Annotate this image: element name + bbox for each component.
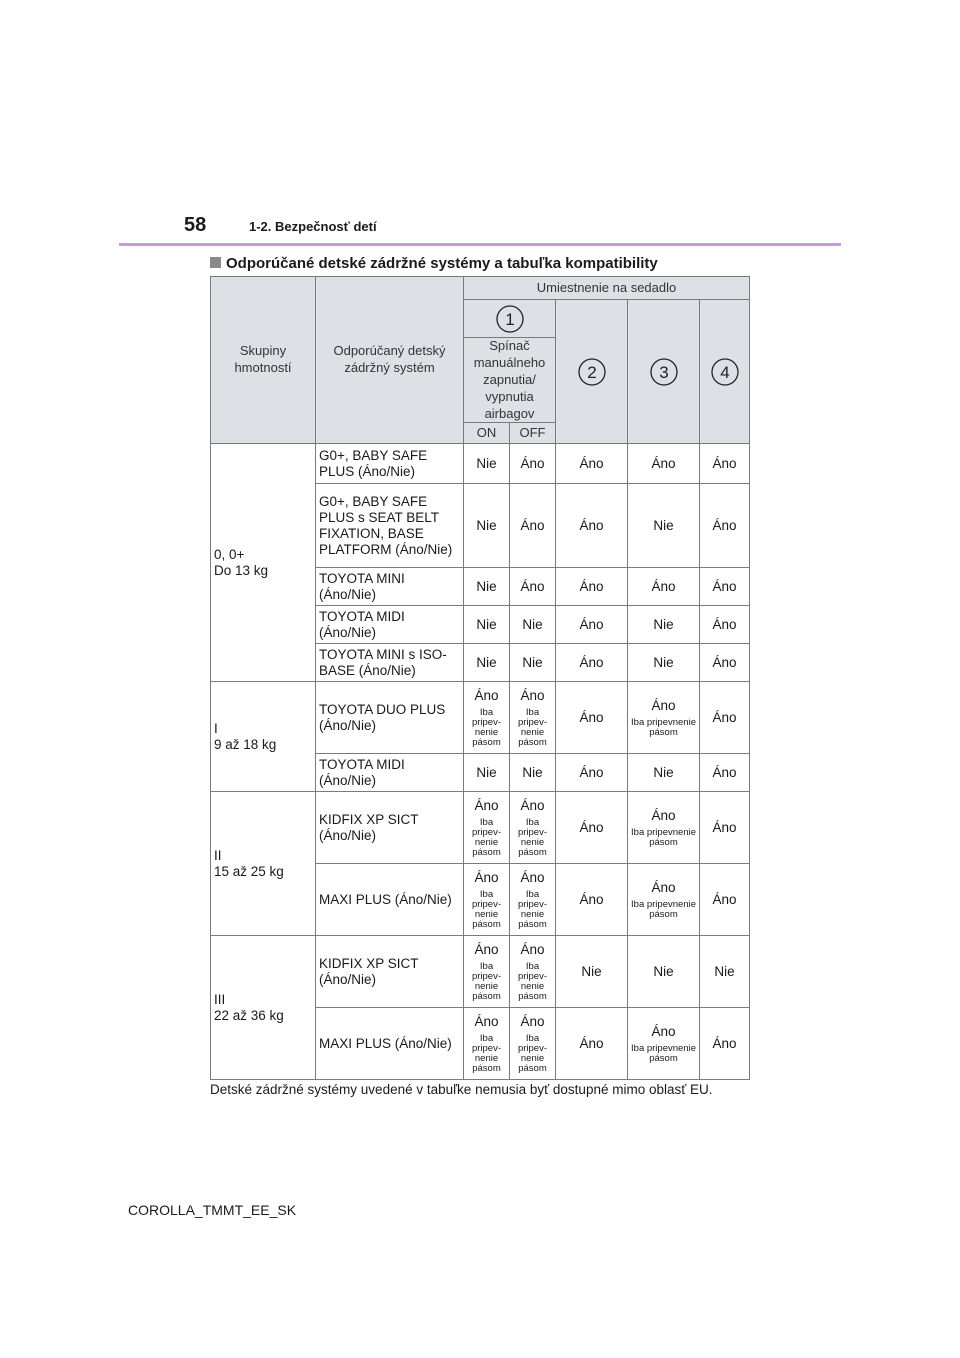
compatibility-cell bbox=[628, 484, 700, 568]
compatibility-value: Áno bbox=[520, 455, 545, 471]
compatibility-cell bbox=[464, 644, 510, 682]
compatibility-value: Nie bbox=[581, 963, 602, 979]
seat-number-4-icon bbox=[709, 357, 741, 387]
compatibility-cell bbox=[556, 1008, 628, 1080]
table-row bbox=[211, 682, 750, 754]
compatibility-value: Áno bbox=[712, 891, 737, 907]
compatibility-note: Iba pripev- nenie pásom bbox=[517, 888, 548, 930]
compatibility-value: Nie bbox=[653, 517, 674, 533]
compatibility-value: Áno bbox=[579, 654, 604, 670]
weight-group-cell: I 9 až 18 kg bbox=[211, 682, 316, 792]
compatibility-cell bbox=[700, 792, 750, 864]
compatibility-cell bbox=[510, 936, 556, 1008]
compatibility-table-wrapper bbox=[210, 276, 750, 1080]
square-bullet-icon bbox=[210, 257, 221, 268]
compatibility-value: Áno bbox=[474, 870, 499, 886]
compatibility-cell bbox=[628, 792, 700, 864]
seat-1-header bbox=[464, 300, 556, 338]
seat-number-2-icon bbox=[576, 357, 608, 387]
compatibility-cell bbox=[464, 568, 510, 606]
compatibility-cell bbox=[700, 936, 750, 1008]
svg-text:2: 2 bbox=[586, 362, 597, 382]
compatibility-value: Áno bbox=[474, 688, 499, 704]
compatibility-cell bbox=[628, 444, 700, 484]
compatibility-value: Áno bbox=[712, 654, 737, 670]
compatibility-value: Áno bbox=[712, 764, 737, 780]
header-seat-position: Umiestnenie na sedadlo bbox=[464, 277, 750, 300]
seat-4-header bbox=[700, 300, 750, 444]
compatibility-cell bbox=[700, 864, 750, 936]
compatibility-cell bbox=[556, 644, 628, 682]
compatibility-value: Nie bbox=[476, 764, 497, 780]
table-row bbox=[211, 444, 750, 484]
svg-text:3: 3 bbox=[658, 362, 669, 382]
compatibility-cell bbox=[556, 568, 628, 606]
compatibility-value: Nie bbox=[653, 654, 674, 670]
compatibility-cell bbox=[510, 606, 556, 644]
page-number: 58 bbox=[184, 214, 207, 236]
compatibility-value: Áno bbox=[651, 1024, 676, 1040]
compatibility-cell bbox=[510, 1008, 556, 1080]
weight-group-cell: III 22 až 36 kg bbox=[211, 936, 316, 1080]
compatibility-cell bbox=[510, 792, 556, 864]
weight-group-cell: II 15 až 25 kg bbox=[211, 792, 316, 936]
compatibility-value: Nie bbox=[522, 616, 543, 632]
table-heading bbox=[210, 255, 658, 272]
compatibility-note: Iba pripevnenie pásom bbox=[631, 898, 696, 920]
compatibility-cell bbox=[464, 754, 510, 792]
compatibility-value: Áno bbox=[651, 880, 676, 896]
compatibility-cell bbox=[628, 754, 700, 792]
compatibility-cell bbox=[700, 484, 750, 568]
seat-3-header bbox=[628, 300, 700, 444]
compatibility-note: Iba pripev- nenie pásom bbox=[517, 706, 548, 748]
compatibility-cell bbox=[464, 682, 510, 754]
compatibility-cell bbox=[628, 1008, 700, 1080]
compatibility-value: Áno bbox=[712, 578, 737, 594]
compatibility-note: Iba pripev- nenie pásom bbox=[471, 816, 502, 858]
seat-2-header bbox=[556, 300, 628, 444]
compatibility-value: Áno bbox=[579, 1035, 604, 1051]
switch-off-header: OFF bbox=[510, 423, 556, 444]
compatibility-cell bbox=[556, 606, 628, 644]
crs-name-cell: G0+, BABY SAFE PLUS s SEAT BELT FIXATION, BASE PLATFORM (Áno/Nie) bbox=[316, 484, 464, 568]
compatibility-value: Nie bbox=[476, 654, 497, 670]
compatibility-note: Iba pripev- nenie pásom bbox=[471, 888, 502, 930]
compatibility-value: Áno bbox=[474, 798, 499, 814]
compatibility-cell bbox=[556, 484, 628, 568]
table-heading-text: Odporúčané detské zádržné systémy a tabuľka kompatibility bbox=[226, 255, 658, 272]
compatibility-value: Nie bbox=[653, 764, 674, 780]
compatibility-cell bbox=[700, 682, 750, 754]
compatibility-value: Áno bbox=[474, 1014, 499, 1030]
compatibility-value: Áno bbox=[712, 709, 737, 725]
compatibility-cell bbox=[700, 606, 750, 644]
compatibility-value: Áno bbox=[520, 870, 545, 886]
crs-name-cell: KIDFIX XP SICT (Áno/Nie) bbox=[316, 792, 464, 864]
compatibility-cell bbox=[510, 444, 556, 484]
compatibility-cell bbox=[464, 936, 510, 1008]
compatibility-cell bbox=[510, 568, 556, 606]
document-code: COROLLA_TMMT_EE_SK bbox=[128, 1202, 297, 1218]
header-recommended-crs: Odporúčaný detský zádržný systém bbox=[316, 277, 464, 444]
compatibility-cell bbox=[700, 1008, 750, 1080]
compatibility-value: Nie bbox=[714, 963, 735, 979]
compatibility-cell bbox=[556, 864, 628, 936]
compatibility-value: Áno bbox=[520, 688, 545, 704]
compatibility-value: Áno bbox=[712, 819, 737, 835]
compatibility-value: Áno bbox=[520, 798, 545, 814]
compatibility-note: Iba pripevnenie pásom bbox=[631, 1042, 696, 1064]
compatibility-cell bbox=[556, 936, 628, 1008]
switch-on-header: ON bbox=[464, 423, 510, 444]
compatibility-cell bbox=[700, 644, 750, 682]
compatibility-cell bbox=[700, 568, 750, 606]
compatibility-cell bbox=[628, 682, 700, 754]
compatibility-value: Áno bbox=[579, 709, 604, 725]
compatibility-cell bbox=[628, 864, 700, 936]
compatibility-note: Iba pripev- nenie pásom bbox=[517, 816, 548, 858]
compatibility-cell bbox=[464, 864, 510, 936]
compatibility-cell bbox=[628, 936, 700, 1008]
compatibility-cell bbox=[464, 792, 510, 864]
compatibility-cell bbox=[556, 682, 628, 754]
compatibility-value: Nie bbox=[653, 616, 674, 632]
compatibility-cell bbox=[510, 484, 556, 568]
compatibility-cell bbox=[556, 792, 628, 864]
svg-text:4: 4 bbox=[719, 362, 730, 382]
compatibility-value: Nie bbox=[522, 764, 543, 780]
compatibility-note: Iba pripev- nenie pásom bbox=[471, 960, 502, 1002]
table-footnote: Detské zádržné systémy uvedené v tabuľke nemusia byť dostupné mimo oblasť EU. bbox=[210, 1082, 713, 1097]
compatibility-cell bbox=[464, 484, 510, 568]
compatibility-cell bbox=[628, 606, 700, 644]
compatibility-cell bbox=[510, 754, 556, 792]
table-header bbox=[211, 277, 750, 444]
compatibility-note: Iba pripevnenie pásom bbox=[631, 716, 696, 738]
compatibility-value: Áno bbox=[651, 698, 676, 714]
table-body bbox=[211, 444, 750, 1080]
compatibility-cell bbox=[510, 864, 556, 936]
compatibility-value: Áno bbox=[579, 578, 604, 594]
compatibility-cell bbox=[628, 568, 700, 606]
compatibility-value: Áno bbox=[712, 1035, 737, 1051]
compatibility-note: Iba pripev- nenie pásom bbox=[517, 960, 548, 1002]
compatibility-value: Nie bbox=[476, 455, 497, 471]
crs-name-cell: G0+, BABY SAFE PLUS (Áno/Nie) bbox=[316, 444, 464, 484]
compatibility-value: Nie bbox=[522, 654, 543, 670]
compatibility-value: Nie bbox=[476, 517, 497, 533]
compatibility-cell bbox=[510, 644, 556, 682]
crs-name-cell: MAXI PLUS (Áno/Nie) bbox=[316, 1008, 464, 1080]
compatibility-value: Áno bbox=[520, 942, 545, 958]
crs-name-cell: TOYOTA MINI s ISO-BASE (Áno/Nie) bbox=[316, 644, 464, 682]
compatibility-cell bbox=[556, 754, 628, 792]
svg-text:1: 1 bbox=[504, 309, 515, 329]
compatibility-cell bbox=[700, 754, 750, 792]
crs-name-cell: TOYOTA DUO PLUS (Áno/Nie) bbox=[316, 682, 464, 754]
compatibility-table bbox=[210, 276, 750, 1080]
compatibility-note: Iba pripev- nenie pásom bbox=[471, 1032, 502, 1074]
crs-name-cell: TOYOTA MIDI (Áno/Nie) bbox=[316, 754, 464, 792]
compatibility-value: Áno bbox=[520, 1014, 545, 1030]
compatibility-value: Áno bbox=[579, 764, 604, 780]
compatibility-cell bbox=[700, 444, 750, 484]
compatibility-value: Áno bbox=[712, 616, 737, 632]
compatibility-value: Áno bbox=[651, 455, 676, 471]
compatibility-value: Áno bbox=[579, 891, 604, 907]
table-row bbox=[211, 792, 750, 864]
compatibility-cell bbox=[464, 1008, 510, 1080]
header-rule bbox=[119, 243, 841, 246]
compatibility-value: Áno bbox=[579, 819, 604, 835]
seat-number-1-icon bbox=[494, 304, 526, 334]
compatibility-value: Áno bbox=[651, 808, 676, 824]
weight-group-cell: 0, 0+ Do 13 kg bbox=[211, 444, 316, 682]
compatibility-cell bbox=[628, 644, 700, 682]
compatibility-value: Áno bbox=[579, 616, 604, 632]
compatibility-note: Iba pripev- nenie pásom bbox=[471, 706, 502, 748]
compatibility-value: Áno bbox=[474, 942, 499, 958]
airbag-switch-header: Spínač manuálneho zapnutia/ vypnutia airbagov bbox=[464, 338, 556, 423]
compatibility-cell bbox=[464, 606, 510, 644]
compatibility-value: Nie bbox=[476, 616, 497, 632]
crs-name-cell: KIDFIX XP SICT (Áno/Nie) bbox=[316, 936, 464, 1008]
compatibility-note: Iba pripev- nenie pásom bbox=[517, 1032, 548, 1074]
compatibility-note: Iba pripevnenie pásom bbox=[631, 826, 696, 848]
compatibility-value: Áno bbox=[520, 517, 545, 533]
compatibility-cell bbox=[510, 682, 556, 754]
header-weight-group: Skupiny hmotností bbox=[211, 277, 316, 444]
compatibility-value: Áno bbox=[579, 517, 604, 533]
compatibility-value: Nie bbox=[653, 963, 674, 979]
compatibility-value: Áno bbox=[579, 455, 604, 471]
seat-number-3-icon bbox=[648, 357, 680, 387]
section-title: 1-2. Bezpečnosť detí bbox=[249, 219, 377, 234]
compatibility-value: Nie bbox=[476, 578, 497, 594]
crs-name-cell: MAXI PLUS (Áno/Nie) bbox=[316, 864, 464, 936]
compatibility-value: Áno bbox=[712, 517, 737, 533]
table-row bbox=[211, 936, 750, 1008]
compatibility-value: Áno bbox=[651, 578, 676, 594]
compatibility-cell bbox=[556, 444, 628, 484]
compatibility-value: Áno bbox=[520, 578, 545, 594]
compatibility-value: Áno bbox=[712, 455, 737, 471]
compatibility-cell bbox=[464, 444, 510, 484]
crs-name-cell: TOYOTA MINI (Áno/Nie) bbox=[316, 568, 464, 606]
crs-name-cell: TOYOTA MIDI (Áno/Nie) bbox=[316, 606, 464, 644]
